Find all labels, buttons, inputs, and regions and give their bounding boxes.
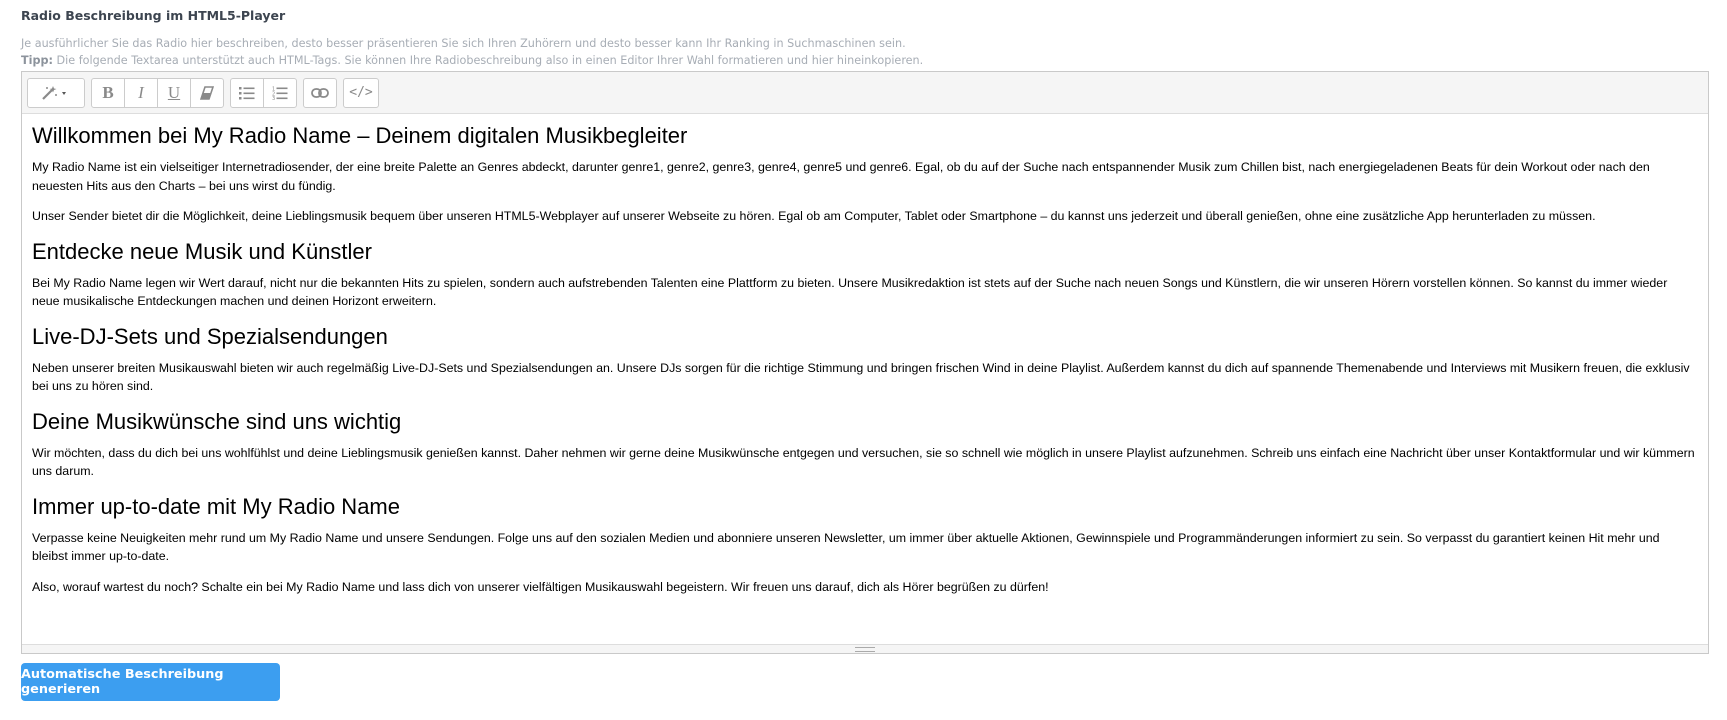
heading-live-dj: Live-DJ-Sets und Spezialsendungen bbox=[32, 323, 388, 349]
ordered-list-button[interactable] bbox=[263, 78, 297, 108]
ordered-list-icon bbox=[272, 86, 288, 100]
paragraph-4: Neben unserer breiten Musikauswahl bieten wir auch regelmäßig Live-DJ-Sets und Spezialsendungen an. Unsere DJs sorgen für die richtige Stimmung und bringen frischen Wind in deine Playlist. Außerdem kannst du dich auf spannende Themenabende und Interviews mit Musikern freuen, die exklusiv bei uns zu hören sind. bbox=[32, 360, 1690, 393]
help-line-1: Je ausführlicher Sie das Radio hier beschreiben, desto besser präsentieren Sie sich Ihren Zuhörern und desto besser kann Ihr Ranking in Suchmaschinen sein. bbox=[21, 37, 906, 50]
style-dropdown-button[interactable] bbox=[27, 78, 85, 108]
link-button[interactable] bbox=[303, 78, 337, 108]
tip-text: Die folgende Textarea unterstützt auch HTML-Tags. Sie können Ihre Radiobeschreibung also in einen Editor Ihrer Wahl formatieren und hier hineinkopieren. bbox=[56, 54, 924, 67]
list-group bbox=[230, 78, 297, 108]
unordered-list-button[interactable] bbox=[230, 78, 264, 108]
unordered-list-icon bbox=[239, 86, 255, 100]
heading-discover: Entdecke neue Musik und Künstler bbox=[32, 238, 372, 264]
paragraph-5: Wir möchten, dass du dich bei uns wohlfühlst und deine Lieblingsmusik genießen kannst. Daher nehmen wir gerne deine Musikwünsche entgegen und versuchen, sie so schnell wie möglich in unsere Playlist aufzunehmen. Schreib uns einfach eine Nachricht über unser Kontaktformular und wir kümmern uns darum. bbox=[32, 445, 1695, 478]
field-label: Radio Beschreibung im HTML5-Player bbox=[21, 8, 286, 23]
paragraph-2: Unser Sender bietet dir die Möglichkeit, deine Lieblingsmusik bequem über unseren HTML5-Webplayer auf unserer Webseite zu hören. Egal ob am Computer, Tablet oder Smartphone – du kannst uns jederzeit und überall genießen, ohne eine zusätzliche App herunterladen zu müssen. bbox=[32, 209, 1596, 223]
tip-label: Tipp: bbox=[21, 54, 53, 67]
grip-icon bbox=[855, 647, 875, 652]
paragraph-7: Also, worauf wartest du noch? Schalte ein bei My Radio Name und lass dich von unserer vielfältigen Musikauswahl begeistern. Wir freuen uns darauf, dich als Hörer begrüßen zu dürfen! bbox=[32, 579, 1049, 594]
link-group bbox=[303, 78, 337, 108]
style-group bbox=[27, 78, 85, 108]
clear-format-button[interactable] bbox=[190, 78, 224, 108]
font-style-group bbox=[91, 78, 224, 108]
help-line-2 bbox=[21, 52, 923, 69]
magic-wand-icon bbox=[41, 85, 71, 101]
bold-button[interactable]: B bbox=[91, 78, 125, 108]
svg-text:3: 3 bbox=[272, 95, 276, 100]
heading-up-to-date: Immer up-to-date mit My Radio Name bbox=[32, 493, 400, 519]
link-icon bbox=[311, 87, 329, 99]
generate-description-button[interactable]: Automatische Beschreibung generieren bbox=[21, 663, 280, 701]
code-view-button[interactable]: </> bbox=[343, 78, 379, 108]
underline-button[interactable]: U bbox=[157, 78, 191, 108]
editor-content[interactable] bbox=[22, 114, 1708, 596]
italic-button[interactable]: I bbox=[124, 78, 158, 108]
paragraph-1: My Radio Name ist ein vielseitiger Internetradiosender, der eine breite Palette an Genres abdeckt, darunter genre1, genre2, genre3, genre4, genre5 und genre6. Egal, ob du auf der Suche nach entspannender Musik zum Chillen bist, nach energiegeladenen Beats für dein Workout oder nach den neuesten Hits aus den Charts – bei uns wirst du fündig. bbox=[32, 160, 1650, 193]
heading-welcome: Willkommen bei My Radio Name – Deinem digitalen Musikbegleiter bbox=[32, 123, 688, 148]
svg-text:1: 1 bbox=[272, 86, 276, 92]
paragraph-3: Bei My Radio Name legen wir Wert darauf, nicht nur die bekannten Hits zu spielen, sondern auch aufstrebenden Talenten eine Plattform zu bieten. Unsere Musikredaktion ist stets auf der Suche nach neuen Songs und Künstlern, die wir unseren Hörern vorstellen können. So kannst du immer wieder neue musikalische Entdeckungen machen und deinen Horizont erweitern. bbox=[32, 275, 1668, 308]
eraser-icon bbox=[200, 86, 214, 100]
resize-handle[interactable] bbox=[22, 644, 1708, 653]
paragraph-6: Verpasse keine Neuigkeiten mehr rund um My Radio Name und unsere Sendungen. Folge uns auf den sozialen Medien und abonniere unseren Newsletter, um immer über aktuelle Aktionen, Gewinnspiele und Programmänderungen informiert zu sein. So verpasst du garantiert keinen Hit mehr und bleibst immer up-to-date. bbox=[32, 530, 1660, 563]
code-group bbox=[343, 78, 379, 108]
svg-text:2: 2 bbox=[272, 91, 276, 97]
help-text bbox=[21, 35, 923, 69]
editor-toolbar bbox=[22, 72, 1708, 114]
heading-wishes: Deine Musikwünsche sind uns wichtig bbox=[32, 408, 402, 434]
rich-text-editor bbox=[21, 71, 1709, 654]
